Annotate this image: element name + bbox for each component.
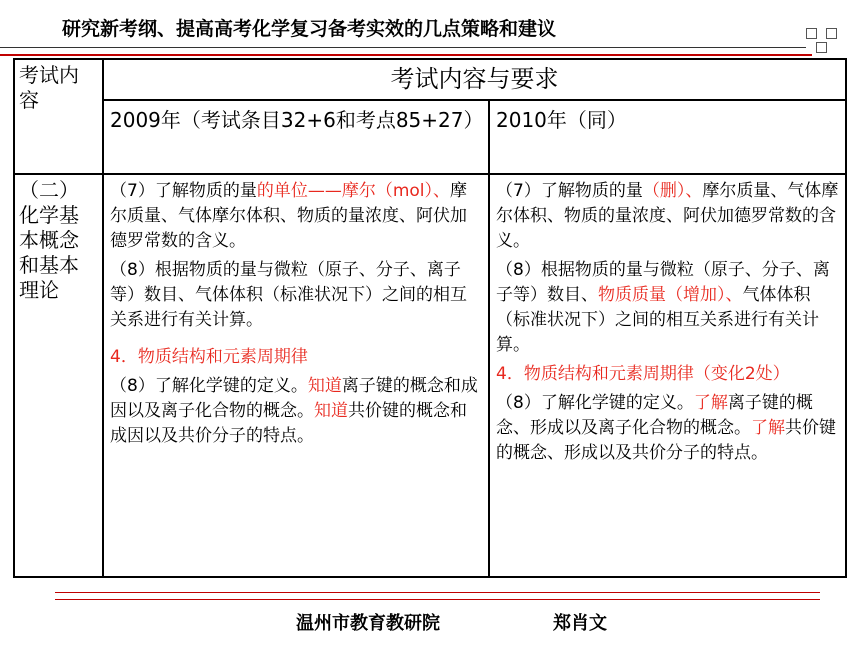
footer-author: 郑肖文 — [553, 613, 607, 634]
col3-header: 2010年（同） — [489, 100, 846, 174]
col2-item-7 — [110, 179, 482, 254]
text-segment: 共价键的概念、形成以及共价分子的特点。 — [496, 418, 836, 463]
col3-item-7 — [496, 179, 839, 254]
highlighted-text: 物质质量（增加）、 — [598, 285, 743, 305]
deco-square-3 — [816, 42, 827, 53]
page-title: 研究新考纲、提高高考化学复习备考实效的几点策略和建议 — [62, 18, 557, 40]
col3-section-heading — [496, 362, 839, 387]
text-segment: 离子键的概念、形成以及离子化合物的概念。 — [496, 393, 813, 438]
col2-item-8-bond — [110, 374, 482, 449]
footer-rule-1 — [55, 592, 820, 593]
col1-header: 考试内容 — [14, 59, 103, 174]
col2-item-8 — [110, 258, 482, 333]
footer-institution: 温州市教育教研院 — [296, 613, 440, 634]
footer-rule-2 — [55, 599, 820, 600]
text-segment: 共价键的概念和成因以及共价分子的特点。 — [110, 401, 467, 446]
deco-square-1 — [806, 28, 817, 39]
col2-content — [103, 174, 489, 577]
text-segment: （8）根据物质的量与微粒（原子、分子、离子等）数目、气体体积（标准状况下）之间的相互关系进行有关计算。 — [110, 260, 467, 330]
text-segment: （8）了解化学键的定义。 — [110, 376, 308, 396]
highlighted-text: 了解 — [693, 393, 728, 413]
text-segment: 摩尔质量、气体摩尔体积、物质的量浓度、阿伏加德罗常数的含义。 — [110, 181, 468, 251]
highlighted-text: （删）、 — [642, 181, 703, 201]
highlighted-text: 了解 — [751, 418, 785, 438]
highlighted-text: 的单位——摩尔（mol）、 — [256, 181, 451, 201]
deco-square-2 — [826, 28, 837, 39]
text-segment: （7）了解物质的量 — [496, 181, 643, 201]
title-rule-red — [0, 54, 812, 56]
row-label: （二）化学基本概念和基本理论 — [14, 174, 103, 577]
highlighted-text: 4．物质结构和元素周期律 — [110, 347, 308, 367]
text-segment: （8）了解化学键的定义。 — [496, 393, 694, 413]
col3-item-8-bond — [496, 391, 839, 466]
text-segment: （8）根据物质的量与微粒（原子、分子、离子等）数目、 — [496, 260, 830, 305]
syllabus-table — [13, 58, 847, 578]
text-segment: 离子键的概念和成因以及离子化合物的概念。 — [110, 376, 478, 421]
text-segment: 摩尔质量、气体摩尔体积、物质的量浓度、阿伏加德罗常数的含义。 — [496, 181, 839, 251]
col3-content — [489, 174, 846, 577]
text-segment: （7）了解物质的量 — [110, 181, 257, 201]
title-rule-black — [0, 47, 806, 48]
highlighted-text: 知道 — [307, 376, 342, 396]
highlighted-text: 4．物质结构和元素周期律（变化2处） — [496, 364, 790, 384]
main-header: 考试内容与要求 — [103, 59, 846, 100]
col2-header: 2009年（考试条目32+6和考点85+27） — [103, 100, 489, 174]
text-segment: 气体体积（标准状况下）之间的相互关系进行有关计算。 — [496, 285, 819, 355]
col2-section-heading — [110, 345, 482, 370]
col3-item-8 — [496, 258, 839, 358]
highlighted-text: 知道 — [314, 401, 348, 421]
